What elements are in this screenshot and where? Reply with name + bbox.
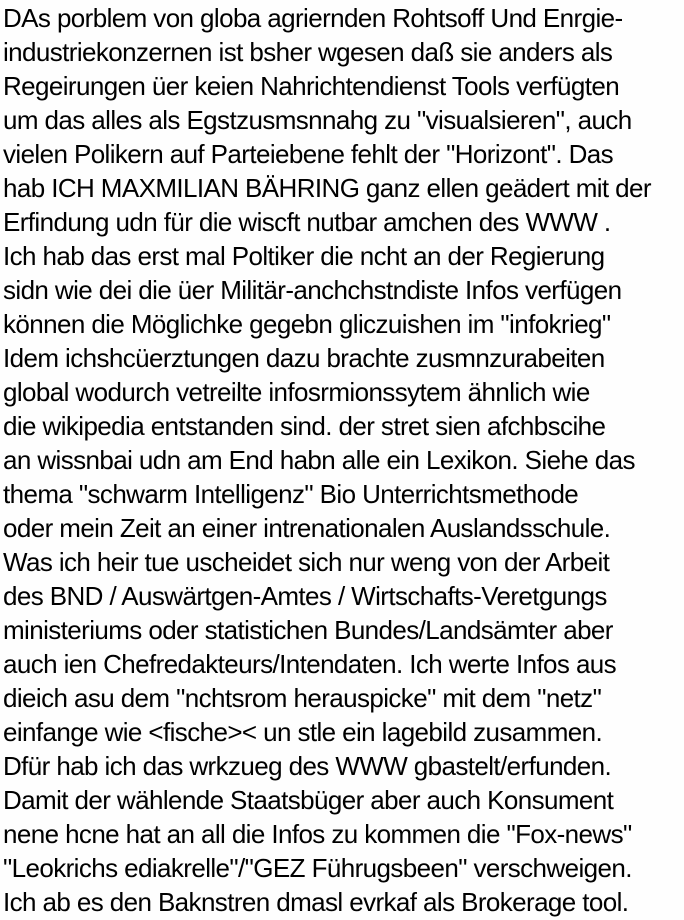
text-line: Damit der wählende Staatsbüger aber auch Konsument [3,785,614,815]
text-line: ministeriums oder statistichen Bundes/Landsämter aber [3,615,613,645]
text-line: industriekonzernen ist bsher wgesen daß sie anders als [3,37,613,67]
text-line: Regeirungen üer keien Nahrichtendienst Tools verfügten [3,71,620,101]
text-line: thema "schwarm Intelligenz" Bio Unterrichtsmethode [3,479,579,509]
text-line: an wissnbai udn am End habn alle ein Lexikon. Siehe das [3,445,635,475]
text-line: nene hcne hat an all die Infos zu kommen die "Fox-news" [3,819,632,849]
text-line: Ich ab es den Baknstren dmasl evrkaf als Brokerage tool. [3,887,629,917]
text-line: global wodurch vetreilte infosrmionssytem ähnlich wie [3,377,590,407]
text-line: DAs porblem von globa agriernden Rohtsoff Und Enrgie- [3,3,623,33]
text-line: einfange wie <fische>< un stle ein lagebild zusammen. [3,717,603,747]
text-line: um das alles als Egstzusmsnnahg zu "visualsieren", auch [3,105,632,135]
text-line: dieich asu dem "nchtsrom herauspicke" mit dem "netz" [3,683,602,713]
text-line: Dfür hab ich das wrkzueg des WWW gbastelt/erfunden. [3,751,612,781]
text-line: auch ien Chefredakteurs/Intendaten. Ich werte Infos aus [3,649,617,679]
text-line: Ich hab das erst mal Poltiker die ncht an der Regierung [3,241,605,271]
text-line: des BND / Auswärtgen-Amtes / Wirtschafts-Veretgungs [3,581,607,611]
document-text [3,1,684,919]
text-line: hab ICH MAXMILIAN BÄHRING ganz ellen geädert mit der [3,173,651,203]
text-line: Idem ichshcüerztungen dazu brachte zusmnzurabeiten [3,343,605,373]
text-line: Erfindung udn für die wiscft nutbar amchen des WWW . [3,207,611,237]
text-line: oder mein Zeit an einer intrenationalen Auslandsschule. [3,513,611,543]
text-line: "Leokrichs ediakrelle"/"GEZ Führugsbeen" verschweigen. [3,853,632,883]
text-line: sidn wie dei die üer Militär-anchchstndiste Infos verfügen [3,275,622,305]
text-line: die wikipedia entstanden sind. der stret sien afchbscihe [3,411,606,441]
text-line: können die Möglichke gegebn gliczuishen im "infokrieg" [3,309,611,339]
text-line: Was ich heir tue uscheidet sich nur weng von der Arbeit [3,547,610,577]
text-line: vielen Polikern auf Parteiebene fehlt der "Horizont". Das [3,139,614,169]
